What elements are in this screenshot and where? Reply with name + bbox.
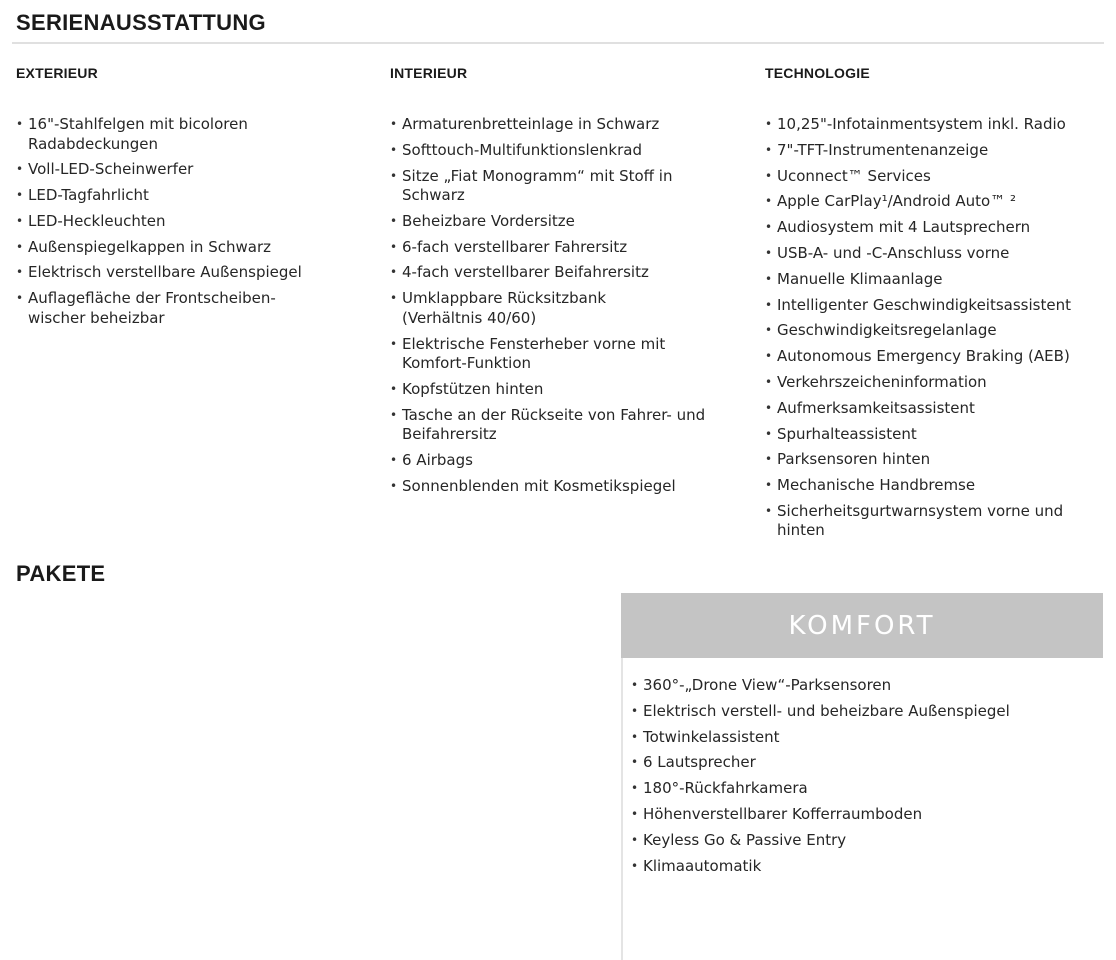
list-item: • Uconnect™ Services [765,167,1110,187]
list-item: • Beheizbare Vordersitze [390,212,730,232]
column-heading: INTERIEUR [390,65,468,81]
list-item: • 180°-Rückfahrkamera [631,779,1103,799]
list-item: • USB-A- und -C-Anschluss vorne [765,244,1110,264]
list-item: • Auflagefläche der Frontscheiben-wischer beheizbar [16,289,328,328]
list-item: • 4-fach verstellbarer Beifahrersitz [390,263,730,283]
column-technologie [765,65,1110,547]
feature-list [16,115,356,328]
list-item: • Verkehrszeicheninformation [765,373,1110,393]
list-item: • 360°-„Drone View“-Parksensoren [631,676,1103,696]
list-item: • Tasche an der Rückseite von Fahrer- und Beifahrersitz [390,406,722,445]
list-item: • LED-Heckleuchten [16,212,356,232]
list-item: • Softtouch-Multifunktionslenkrad [390,141,730,161]
feature-list [390,115,730,496]
section-divider [12,42,1104,44]
list-item: • Sitze „Fiat Monogramm“ mit Stoff in Schwarz [390,167,722,206]
section-title-pakete: PAKETE [16,561,106,586]
section-title-serienausstattung: SERIENAUSSTATTUNG [16,10,266,35]
list-item: • 6 Airbags [390,451,730,471]
list-item: • 7"-TFT-Instrumentenanzeige [765,141,1110,161]
list-item: • Voll-LED-Scheinwerfer [16,160,356,180]
list-item: • Mechanische Handbremse [765,476,1110,496]
column-heading: TECHNOLOGIE [765,65,870,81]
list-item: • Keyless Go & Passive Entry [631,831,1103,851]
list-item: • Apple CarPlay¹/Android Auto™ ² [765,192,1110,212]
package-body [621,658,1103,960]
list-item: • Audiosystem mit 4 Lautsprechern [765,218,1110,238]
list-item: • Sonnenblenden mit Kosmetikspiegel [390,477,730,497]
list-item: • Aufmerksamkeitsassistent [765,399,1110,419]
package-header[interactable] [621,593,1103,658]
package-card-komfort [621,593,1103,960]
list-item: • Intelligenter Geschwindigkeitsassistent [765,296,1110,316]
list-item: • Manuelle Klimaanlage [765,270,1110,290]
list-item: • Elektrisch verstellbare Außenspiegel [16,263,356,283]
list-item: • Spurhalteassistent [765,425,1110,445]
list-item: • Umklappbare Rücksitzbank (Verhältnis 40/60) [390,289,662,328]
list-item: • 16"-Stahlfelgen mit bicoloren Radabdeckungen [16,115,356,154]
package-feature-list [631,676,1103,876]
package-name: KOMFORT [788,610,936,641]
list-item: • 6-fach verstellbarer Fahrersitz [390,238,730,258]
list-item: • Kopfstützen hinten [390,380,730,400]
list-item: • 10,25"-Infotainmentsystem inkl. Radio [765,115,1110,135]
column-exterieur [16,65,356,335]
list-item: • Parksensoren hinten [765,450,1110,470]
list-item: • Höhenverstellbarer Kofferraumboden [631,805,1103,825]
list-item: • Elektrische Fensterheber vorne mit Komfort-Funktion [390,335,722,374]
list-item: • Klimaautomatik [631,857,1103,877]
column-interieur [390,65,730,503]
column-heading: EXTERIEUR [16,65,98,81]
list-item: • 6 Lautsprecher [631,753,1103,773]
list-item: • Elektrisch verstell- und beheizbare Außenspiegel [631,702,1103,722]
list-item: • Autonomous Emergency Braking (AEB) [765,347,1110,367]
list-item: • Außenspiegelkappen in Schwarz [16,238,356,258]
feature-list [765,115,1110,541]
list-item: • Totwinkelassistent [631,728,1103,748]
list-item: • Sicherheitsgurtwarnsystem vorne und hinten [765,502,1110,541]
list-item: • Geschwindigkeitsregelanlage [765,321,1110,341]
list-item: • LED-Tagfahrlicht [16,186,356,206]
list-item: • Armaturenbretteinlage in Schwarz [390,115,730,135]
